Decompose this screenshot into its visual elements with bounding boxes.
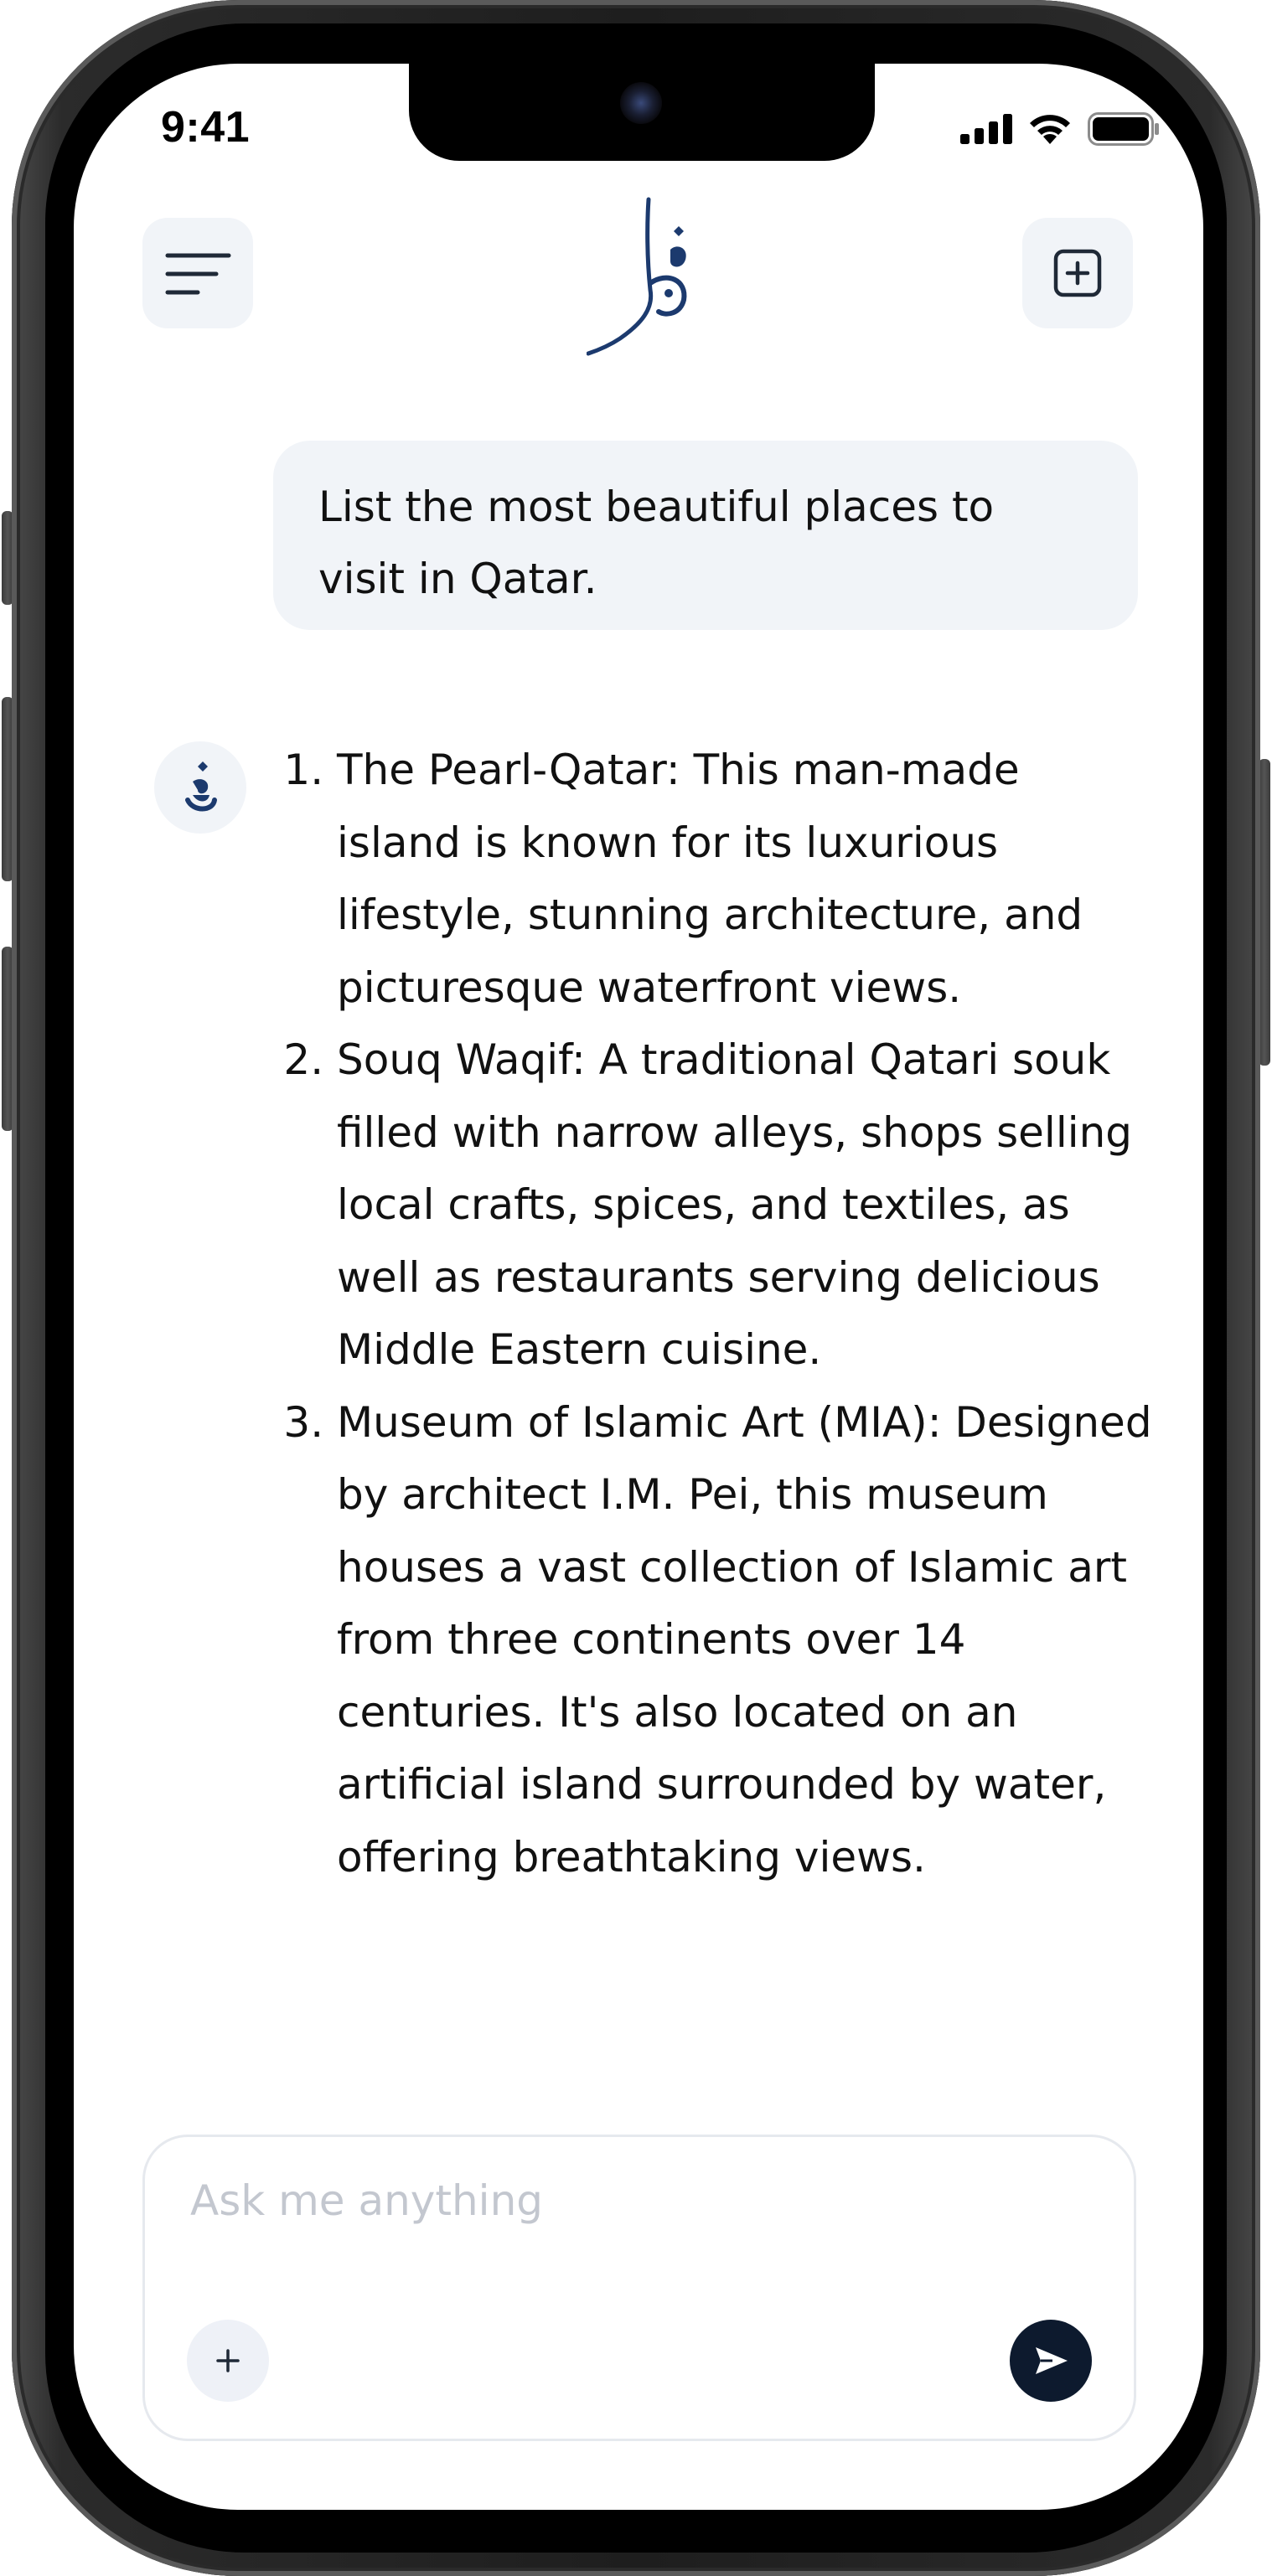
- front-camera-icon: [620, 82, 662, 124]
- list-item: 1. The Pearl-Qatar: This man-made island is known for its luxurious lifestyle, stunning architecture, and picturesque waterfront views.: [337, 734, 1155, 1024]
- new-chat-icon: [1022, 218, 1133, 328]
- user-message-text: List the most beautiful places to visit in Qatar.: [318, 483, 995, 603]
- status-time: 9:41: [161, 103, 251, 152]
- send-button[interactable]: [1010, 2320, 1092, 2402]
- assistant-list: [283, 734, 1155, 1893]
- cellular-signal-icon: [960, 114, 1012, 144]
- menu-icon: [142, 218, 253, 328]
- assistant-logo-icon: [154, 741, 246, 834]
- message-composer: [142, 2135, 1136, 2441]
- wifi-icon: [1027, 112, 1073, 146]
- assistant-avatar: [154, 741, 246, 834]
- message-input[interactable]: [190, 2167, 1078, 2234]
- dynamic-notch: [409, 64, 875, 161]
- menu-button[interactable]: [142, 218, 253, 328]
- app-screen: [74, 64, 1203, 2510]
- send-icon: [1031, 2341, 1071, 2381]
- list-item: 2. Souq Waqif: A traditional Qatari souk filled with narrow alleys, shops selling local crafts, spices, and textiles, as well as restaurants serving delicious Middle Eastern cuisine.: [337, 1024, 1155, 1386]
- power-button: [1259, 759, 1270, 1066]
- list-item: 3. Museum of Islamic Art (MIA): Designed by architect I.M. Pei, this museum houses a vast collection of Islamic art from three continents over 14 centuries. It's also located on an artificial island surrounded by water, offering breathtaking views.: [337, 1386, 1155, 1894]
- assistant-message: [283, 734, 1155, 1893]
- new-chat-button[interactable]: [1022, 218, 1133, 328]
- status-icons: [960, 112, 1160, 146]
- attach-button[interactable]: [187, 2320, 269, 2402]
- arabic-calligraphy-logo: [587, 191, 704, 359]
- battery-icon: [1088, 112, 1160, 146]
- user-message-bubble: [273, 441, 1138, 630]
- plus-icon: [211, 2344, 245, 2377]
